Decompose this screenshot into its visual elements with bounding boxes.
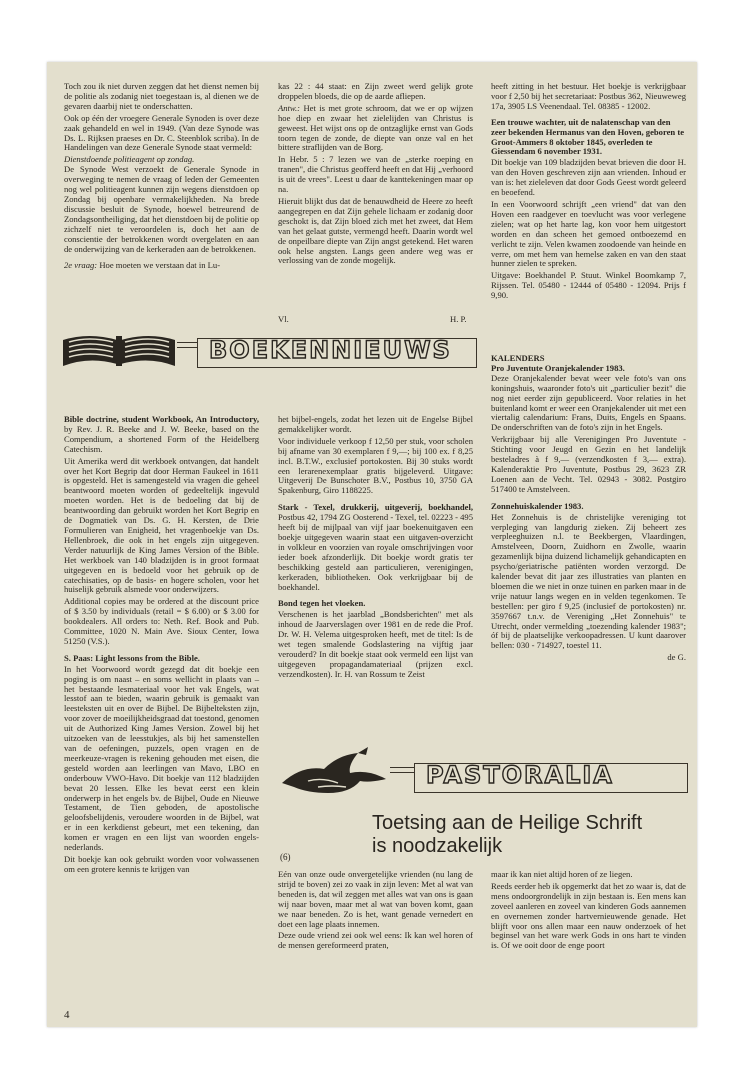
paragraph: Dit boekje van 109 bladzijden bevat brieven die door H. van den Hoven geschreven zijn aan vrienden. Inhoud er van is: het zieleleven dat door Gods Geest wordt geleerd en beoefend. (491, 157, 686, 198)
paragraph: Uitgave: Boekhandel P. Stuut. Winkel Boomkamp 7, Rijssen. Tel. 05480 - 12444 of 05480 - 12094. Prijs f 9,90. (491, 270, 686, 301)
books-column-2 (278, 415, 473, 682)
pastoralia-banner (278, 757, 688, 797)
banner-title: BOEKENNIEUWS (209, 336, 452, 364)
article-title-line: Toetsing aan de Heilige Schrift (372, 812, 643, 834)
boekennieuws-banner (59, 332, 477, 372)
paragraph: Reeds eerder heb ik opgemerkt dat het zo waar is, dat de mens ondoorgrondelijk in zijn bestaan is. Een mens kan zoveel aanleren en zoveel van kinderen Gods aannemen en overnemen zonder hartvernieuwende genade. Het blijft voor ons allen maar een nauw onderzoek of het beginsel van het ware werk Gods in ons hart te vinden is. Of we ooit door de enge poort (491, 880, 686, 951)
article-column-1 (278, 870, 473, 953)
dove-icon (278, 743, 394, 803)
paragraph: In een Voorwoord schrijft „een vriend" dat van den Hoven een raadgever en toevlucht was voor verlegene zielen; wat op het harte lag, kon voor hem uitgestort worden en dan scheen het gemoed ontboezemd en verlicht te zijn. Velen kwamen zoodoende van heinde en verre, om met hem van hemelse zaken en van den staat hunner zielen te spreken. (491, 198, 686, 269)
italic-heading: Dienstdoende politieagent op zondag. (64, 154, 195, 165)
book-text: by Rev. J. R. Beeke and J. W. Beeke, based on the Compendium, a shortened Form of the Heidelberg Catechism. (64, 423, 259, 454)
question-text: Hoe moeten we verstaan dat in Lu- (99, 260, 221, 271)
banner-rule (390, 767, 414, 773)
book-heading: Pro Juventute Oranjekalender 1983. (491, 362, 625, 373)
question-line (64, 261, 259, 271)
book-title: Bible doctrine, student Workbook, An Introductory, (64, 414, 259, 424)
paragraph: Voor individuele verkoop f 12,50 per stuk, voor scholen bij afname van 30 exemplaren f 9,—; bij 100 ex. f 8,25 incl. B.T.W., exclusief portokosten. Bij 30 stuks wordt een lerarenexemplaar gratis bijgeleverd. Uitgave: Uitgeverij De Bunschoter B.V., Postbus 10, 3750 GA Spakenburg, Giro 1188225. (278, 435, 473, 496)
answer-text: Het is met grote schroom, dat we er op wijzen hoe diep en zwaar het zielelijden van Christus is geweest. Het wijst ons op de ontzaglijke ernst van Gods toorn tegen de zonde, de diepte van onze val en het bittere straflijden van de Borg. (278, 102, 473, 153)
signature: de G. (667, 652, 686, 663)
paragraph: Verkrijgbaar bij alle Verenigingen Pro Juventute - Stichting voor Jeugd en Gezin en het landelijk besteladres à f 9,— (verzendkosten f 3,— extra). Kalenderaktie Pro Juventute, Postbus 29, 3623 ZR Loenen aan de Vecht. Tel. 02943 - 3082. Postgiro 517400 te Amstelveen. (491, 434, 686, 494)
book-entry (278, 503, 473, 592)
book-title: Stark - Texel, drukkerij, uitgeverij, boekhandel, (278, 502, 473, 513)
signature-right: H. P. (450, 314, 467, 324)
paragraph: In Hebr. 5 : 7 lezen we van de „sterke roeping en tranen", die Christus geofferd heeft en dat Hij „verhoord is uit de vrees". Leest u daar de kanttekeningen maar op na. (278, 154, 473, 195)
signature-left: Vl. (278, 314, 289, 324)
paragraph: Toch zou ik niet durven zeggen dat het dienst nemen bij de politie als zodanig niet toegestaan is, al dienen we de gevaren daarbij niet te onderschatten. (64, 81, 259, 111)
answer-label: Antw.: (278, 102, 301, 113)
newspaper-page (47, 62, 697, 1027)
book-heading: S. Paas: Light lessons from the Bible. (64, 652, 200, 663)
books-column-3 (491, 354, 686, 663)
paragraph: Additional copies may be ordered at the discount price of $ 3.50 by individuals (retail = $ 6.00) or $ 3.00 for bookdealers. All orders to: Neth. Ref. Book and Pub. Committee, 1020 N. Main Ave. Sioux Center, Iowa 51250 (V.S.). (64, 596, 259, 646)
book-heading: Een trouwe wachter, uit de nalatenschap van den zeer bekenden Hermanus van den Hoven, geboren te Groot-Ammers 8 oktober 1845, overleden te Giessendam 6 november 1931. (491, 116, 685, 157)
answer-paragraph (278, 104, 473, 154)
paragraph: het bijbel-engels, zodat het lezen uit de Engelse Bijbel gemakkelijker wordt. (278, 414, 473, 434)
top-column-3 (491, 82, 686, 303)
paragraph: Ook op één der vroegere Generale Synoden is over deze zaak gehandeld en wel in 1949. (Van deze Synode was Ds. L. Rijksen praeses en Dr. C. Steenblok scriba). In de Handelingen van deze Generale Synode staat vermeld: (64, 112, 259, 153)
paragraph: Uit Amerika werd dit werkboek ontvangen, dat handelt over het Kort Begrip dat door Herman Faukeel in 1611 is opgesteld. Het is samengesteld via vragen die geheel beantwoord moeten worden of gedeeltelijk ingevuld moeten worden. Het is de bedoeling dat bij de beantwoording dan gebruikt worden het Kort Begrip en de Dogmatiek van Ds. G. H. Kersten, de Drie Formulieren van Enigheid, het vragenboekje van Ds. Hellenbroek, die ook in het engels zijn uitgegeven. Verder natuurlijk de King James Version of the Bible. Het werkboek van 140 bladzijden is in groot formaat uitgegeven en is bedoeld voor het gebruik op de catechisaties, op de basis- en hogere scholen, voor het huiselijk gebruik alsmede voor onderwijzers. (64, 455, 259, 595)
paragraph: kas 22 : 44 staat: en Zijn zweet werd gelijk grote droppelen bloeds, die op de aarde afliepen. (278, 81, 473, 101)
book-heading: Zonnehuiskalender 1983. (491, 500, 584, 511)
section-heading: KALENDERS (491, 353, 545, 363)
paragraph: Het Zonnehuis is de christelijke vereniging tot verpleging van langdurig zieken. Zij beheert zes verpleeghuizen n.l. te Beekbergen, Vlaardingen, Amstelveen, Doorn, Zuidhorn en Zwolle, waarin gezamenlijk bijna duizend lichamelijk gehandicapten en psycho/geriatrische patiënten worden verzorgd. De kalender bevat dit jaar zes illustraties van planten en bloemen die we niet in onze tuinen en parken maar in de vrije natuur langs wegen en in velden tegenkomen. Te bestellen: per giro f 9,25 (inclusief de portokosten) nr. 3597667 t.n.v. de Vereniging „Het Zonnehuis" te Utrecht, onder vermelding „toezending kalender 1983"; óf bij de plaatselijke verkoopadressen. U kunt daarover bellen: 030 - 714927, toestel 11. (491, 511, 686, 651)
paragraph: Dit boekje kan ook gebruikt worden voor volwassenen om een grotere kennis te krijgen van (64, 853, 259, 874)
paragraph: maar ik kan niet altijd horen of ze liegen. (491, 869, 633, 879)
paragraph: Eén van onze oude onvergetelijke vrienden (nu lang de strijd te boven) zei zo vaak in zijn leven: Met al wat van beneden is, dat wil zeggen met alles wat van ons is gaan wij naar boven, maar met al wat van boven komt, gaan we naar beneden. Zo is het, want genade vernedert en doet een lage plaats innemen. (278, 869, 473, 929)
top-column-2 (278, 82, 473, 268)
banner-rule (177, 342, 197, 348)
article-column-2 (491, 870, 686, 953)
paragraph: In het Voorwoord wordt gezegd dat dit boekje een poging is om naast – en soms wellicht in plaats van – het bestaande lesmateriaal voor het vak Engels, wat lesstof aan te bieden, waarin gebruik is gemaakt van leesteksten uit en over de Bijbel. De Bijbelteksten zijn, voor zover de moeilijkheidsgraad dat toestond, genomen uit de Authorized King James Version. Zowel bij het uitzoeken van de leesstukjes, als bij het samenstellen van de oefeningen, puzzels, open vragen en de meerkeuze-vragen is rekening gehouden met eisen, die gesteld worden aan leerlingen van Mavo, LBO en onderbouw VWO-Havo. Dit boekje van 112 bladzijden bevat 20 lessen. Elke les bevat eerst een klein onderwerp in het engels bv. de Bijbel, Oude en Nieuwe Testament, de Tien geboden, de apostolische geloofsbelijdenis, veroudere woorden in de Bijbel, wat er in een kerkdienst gebeurt, met een tekening, dan komen er vragen en een lijst van woorden engels-nederlands. (64, 663, 259, 853)
paragraph: heeft zitting in het bestuur. Het boekje is verkrijgbaar voor f 2,50 bij het secretariaat: Postbus 362, Nieuweweg 17a, 3905 LS Veenendaal. Tel. 08385 - 12002. (491, 81, 686, 111)
open-book-icon (59, 326, 179, 374)
paragraph: Verschenen is het jaarblad „Bondsberichten" met als inhoud de Jaarverslagen over 1981 en de rede die Prof. Dr. W. H. Velema uitgesproken heeft, met de titel: Is de wet tegen smalende Godslastering na vijftig jaar verouderd? In dit boekje staat ook vermeld een lijst van uitgegeven propagandamateriaal (prijzen excl. verzendkosten). Ir. H. van Rossum te Zeist (278, 609, 473, 679)
article-number: (6) (280, 852, 291, 862)
book-entry (64, 415, 259, 455)
book-text: Postbus 42, 1794 ZG Oosterend - Texel, tel. 02223 - 495 heeft bij de mijlpaal van vijf jaar boekenuitgaven een boekje uitgegeven waarin staat een uitgaven-overzicht in volkleur en voorzien van royale omschrijvingen voor ieder boek afzonderlijk. Dit boekje wordt gratis ter beschikking gesteld aan particulieren, verenigingen, kerkeraden, bibliotheken. Ook verkrijgbaar bij de boekhandel. (278, 512, 473, 592)
paragraph: De Synode West verzoekt de Generale Synode in overweging te nemen de vraag of leden der Gemeenten nog wel politieagent kunnen zijn wegens dienstdoen op Zondag bij openbare vermakelijkheden. Na brede discussie besluit de Synode, hoewel betreurend de Zondagsontheiliging, dat het dienstdoen bij de politie op zichzelf niet te veroordelen is, doch het aan de conscientie der betrokkenen wordt overgelaten en aan de onderwijzing van de kerkeraden aan de betrokkenen. (64, 164, 259, 254)
question-label: 2e vraag: (64, 260, 98, 271)
paragraph: Hieruit blijkt dus dat de benauwdheid de Heere zo heeft aangegrepen en dat Zijn gehele lichaam er zodanig door geschokt is, dat Zijn bloed zich met het zweet, dat Hem van het gelaat gutste, vermengd heeft. Daarin wordt wel de onpeilbare diepte van Zijn angst getekend. Het waren ook helse angsten. Langs geen andere weg was er verlossing van de zonde mogelijk. (278, 195, 473, 266)
article-title (372, 812, 672, 858)
book-heading: Bond tegen het vloeken. (278, 598, 366, 609)
page-number: 4 (64, 1009, 70, 1021)
article-title-line: is noodzakelijk (372, 835, 503, 857)
paragraph: Deze Oranjekalender bevat weer vele foto's van ons koningshuis, waaronder foto's uit „particulier bezit" die nog niet eerder zijn gepubliceerd. Voor relaties in het buitenland komt er weer een Oranjekalender uit met een viertalig calendarium: Frans, Duits, Engels en Spaans. De onderschriften van de foto's zijn in het Engels. (491, 372, 686, 433)
paragraph: Deze oude vriend zei ook wel eens: Ik kan wel horen of de mensen gereformeerd praten, (278, 930, 473, 951)
banner-title: PASTORALIA (426, 761, 614, 789)
books-column-1 (64, 415, 259, 877)
top-column-1 (64, 82, 259, 273)
